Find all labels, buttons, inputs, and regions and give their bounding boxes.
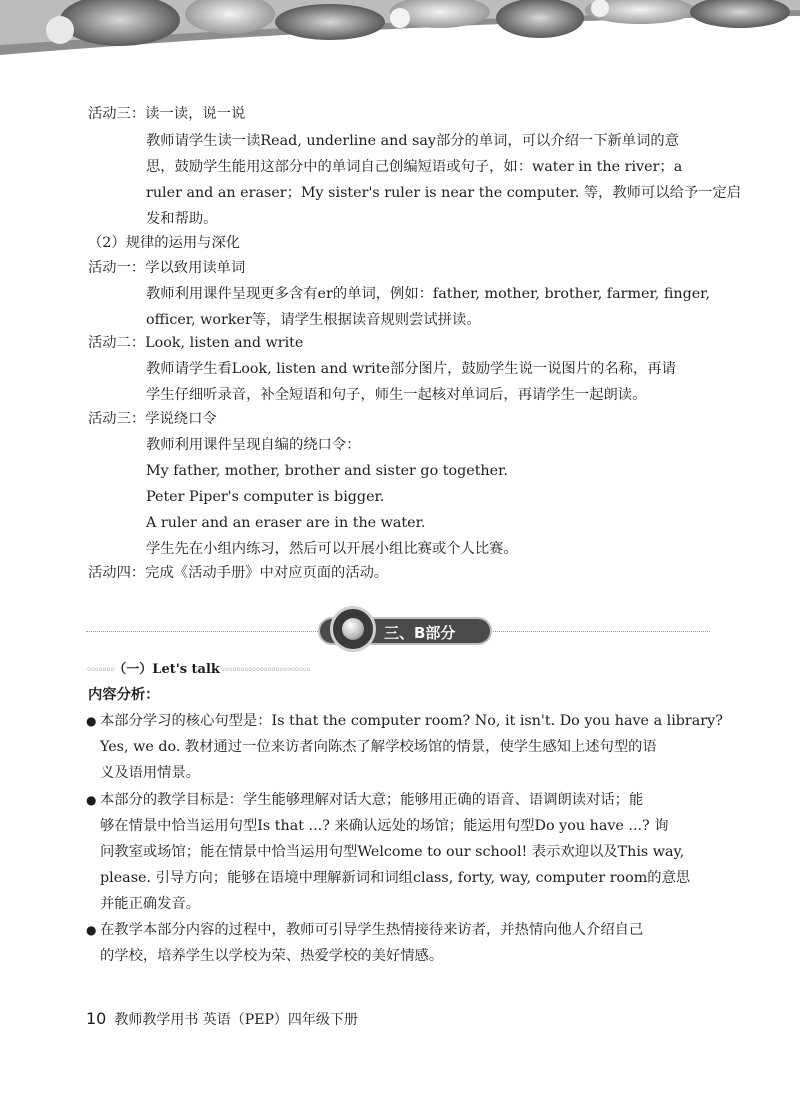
activity-3-line: 发和帮助。 (146, 211, 218, 227)
header-banner (0, 0, 800, 95)
bullet-dot: ● (86, 793, 97, 807)
activity-3b-heading: 活动三：学说绕口令 (88, 411, 217, 427)
activity-3-heading: 活动三：读一读，说一说 (88, 106, 246, 122)
tongue-twister-line: Peter Piper's computer is bigger. (146, 489, 385, 505)
section-b-title: 三、B部分 (318, 617, 492, 645)
bullet-line: please. 引导方向；能够在语境中理解新词和词组class, forty, way, computer room的意思 (100, 870, 691, 886)
activity-2-line: 学生仔细听录音，补全短语和句子，师生一起核对单词后，再请学生一起朗读。 (146, 387, 647, 403)
bullet-line: 本部分的教学目标是：学生能够理解对话大意；能够用正确的语音、语调朗读对话；能 (100, 792, 644, 808)
activity-2-line: 教师请学生看Look, listen and write部分图片，鼓励学生说一说图片的名称，再请 (146, 361, 676, 377)
activity-1-line: 教师利用课件呈现更多含有er的单词，例如：father, mother, brother, farmer, finger, (146, 286, 710, 302)
activity-3b-line: 教师利用课件呈现自编的绕口令： (146, 437, 361, 453)
section-emblem-icon (330, 606, 376, 652)
bullet-line: 够在情景中恰当运用句型Is that ...? 来确认远处的场馆；能运用句型Do you have ...? 询 (100, 818, 669, 834)
bullet-line: 本部分学习的核心句型是：Is that the computer room? No, it isn't. Do you have a library? (100, 713, 723, 729)
dots-suffix: ◦◦◦◦◦◦◦◦◦◦◦◦◦◦◦◦◦◦◦◦◦◦◦ (219, 665, 310, 676)
activity-3-line: ruler and an eraser；My sister's ruler is near the computer. 等，教师可以给予一定启 (146, 185, 742, 201)
bullet-line: 义及语用情景。 (100, 765, 201, 781)
bullet-dot: ● (86, 923, 97, 937)
lets-talk-title: （一）Let's talk (113, 662, 220, 677)
floral-banner-image (0, 0, 800, 95)
bullet-line: 的学校，培养学生以学校为荣、热爱学校的美好情感。 (100, 948, 444, 964)
activity-1-heading: 活动一：学以致用读单词 (88, 260, 246, 276)
bullet-line: 在教学本部分内容的过程中，教师可引导学生热情接待来访者，并热情向他人介绍自己 (100, 922, 644, 938)
tongue-twister-line: A ruler and an eraser are in the water. (146, 515, 426, 531)
bullet-line: 并能正确发音。 (100, 896, 201, 912)
bullet-line: 问教室或场馆；能在情景中恰当运用句型Welcome to our school! 表示欢迎以及This way, (100, 844, 685, 860)
activity-2-heading: 活动二：Look, listen and write (88, 335, 304, 351)
section-2-heading: （2）规律的运用与深化 (88, 235, 241, 251)
activity-4-heading: 活动四：完成《活动手册》中对应页面的活动。 (88, 565, 389, 581)
dots-prefix: ◦◦◦◦◦◦◦ (86, 665, 114, 676)
bullet-line: Yes, we do. 教材通过一位来访者向陈杰了解学校场馆的情景，使学生感知上述句型的语 (100, 739, 657, 755)
subsection-title (86, 661, 310, 680)
activity-3-line: 教师请学生读一读Read, underline and say部分的单词，可以介绍一下新单词的意 (146, 133, 679, 149)
book-title: 教师教学用书 英语（PEP）四年级下册 (114, 1012, 358, 1028)
activity-3b-line: 学生先在小组内练习，然后可以开展小组比赛或个人比赛。 (146, 541, 518, 557)
page-number: 10 (86, 1009, 107, 1028)
content-analysis-heading: 内容分析： (88, 687, 160, 703)
activity-3-line: 思，鼓励学生能用这部分中的单词自己创编短语或句子，如：water in the river；a (146, 159, 683, 175)
tongue-twister-line: My father, mother, brother and sister go together. (146, 463, 508, 479)
activity-1-line: officer, worker等，请学生根据读音规则尝试拼读。 (146, 312, 481, 328)
page-footer (86, 1009, 358, 1029)
bullet-dot: ● (86, 714, 97, 728)
